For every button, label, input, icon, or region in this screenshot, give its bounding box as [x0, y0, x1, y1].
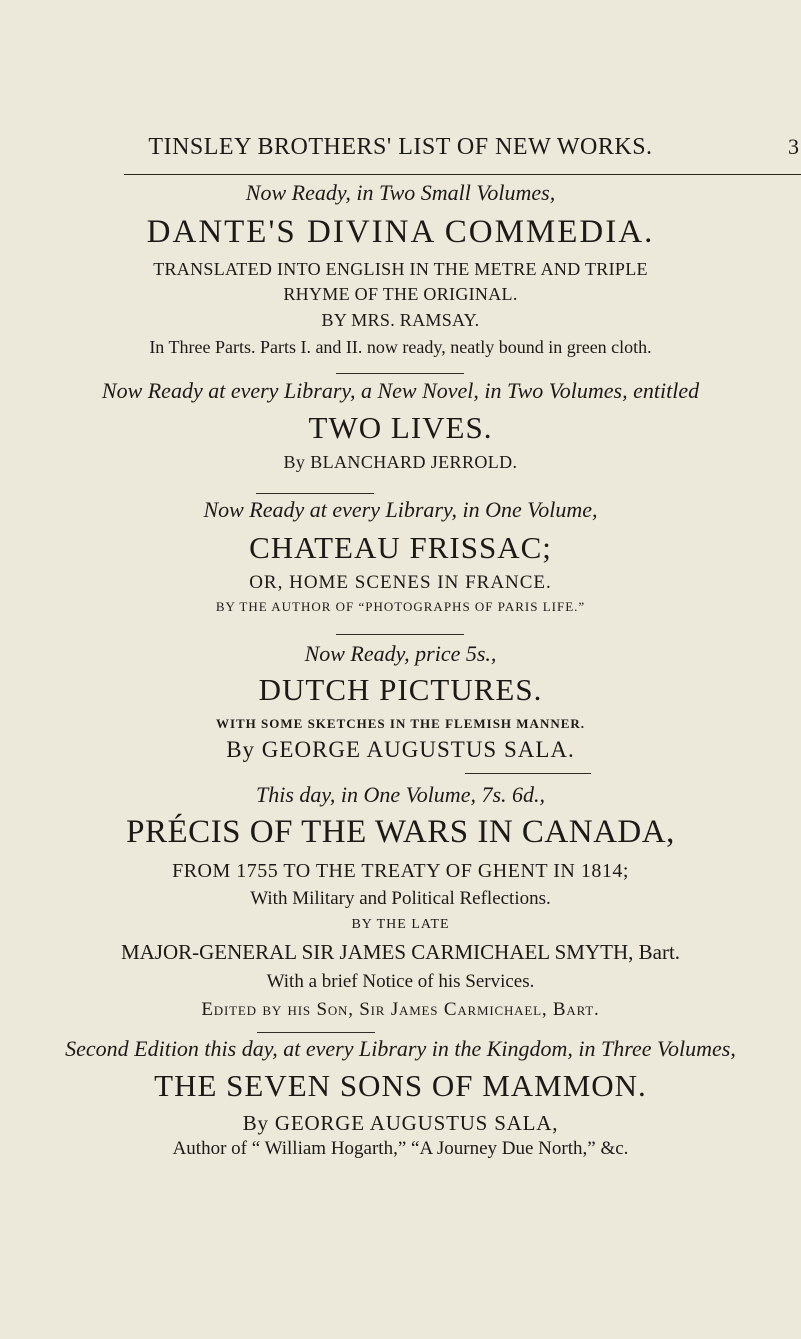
- editor: Edited by his Son, Sir James Carmichael, Bart.: [201, 999, 600, 1020]
- separator-rule: [256, 493, 374, 494]
- book-title: DANTE'S DIVINA COMMEDIA.: [146, 214, 655, 250]
- author: By GEORGE AUGUSTUS SALA.: [226, 737, 575, 762]
- book-title: TWO LIVES.: [308, 410, 493, 445]
- subtitle: TRANSLATED INTO ENGLISH IN THE METRE AND TRIPLE: [153, 259, 648, 279]
- book-title: PRÉCIS OF THE WARS IN CANADA,: [126, 814, 675, 850]
- announcement: Second Edition this day, at every Library in the Kingdom, in Three Volumes,: [65, 1036, 736, 1061]
- author: BY MRS. RAMSAY.: [321, 310, 480, 330]
- subtitle: With Military and Political Reflections.: [250, 888, 551, 909]
- note: In Three Parts. Parts I. and II. now ready, neatly bound in green cloth.: [149, 337, 652, 357]
- announcement: Now Ready at every Library, a New Novel, in Two Volumes, entitled: [101, 378, 700, 403]
- author: MAJOR-GENERAL SIR JAMES CARMICHAEL SMYTH, Bart.: [120, 940, 681, 964]
- separator-rule: [336, 373, 464, 374]
- book-title: CHATEAU FRISSAC;: [249, 530, 552, 565]
- book-title: THE SEVEN SONS OF MAMMON.: [154, 1068, 647, 1103]
- author: BY THE AUTHOR OF “PHOTOGRAPHS OF PARIS LIFE.”: [215, 599, 586, 614]
- by-line: BY THE LATE: [351, 917, 450, 932]
- separator-rule: [336, 634, 464, 635]
- author: By GEORGE AUGUSTUS SALA,: [242, 1111, 559, 1135]
- subtitle: RHYME OF THE ORIGINAL.: [283, 284, 518, 304]
- announcement: Now Ready at every Library, in One Volume,: [203, 497, 598, 522]
- announcement: Now Ready, price 5s.,: [304, 641, 497, 666]
- subtitle: WITH SOME SKETCHES IN THE FLEMISH MANNER.: [215, 716, 586, 731]
- separator-rule: [465, 773, 591, 774]
- book-title: DUTCH PICTURES.: [258, 672, 543, 707]
- header-rule: [124, 174, 801, 175]
- subtitle: FROM 1755 TO THE TREATY OF GHENT IN 1814;: [172, 860, 629, 882]
- subtitle: OR, HOME SCENES IN FRANCE.: [249, 572, 552, 593]
- author: By BLANCHARD JERROLD.: [283, 452, 518, 472]
- note: Author of “ William Hogarth,” “A Journey Due North,” &c.: [172, 1138, 629, 1159]
- page-number: 3: [788, 134, 799, 159]
- running-head: [0, 134, 801, 164]
- note: With a brief Notice of his Services.: [266, 971, 535, 992]
- announcement: This day, in One Volume, 7s. 6d.,: [255, 782, 546, 807]
- separator-rule: [257, 1032, 375, 1033]
- running-head-title: TINSLEY BROTHERS' LIST OF NEW WORKS.: [148, 134, 653, 160]
- announcement: Now Ready, in Two Small Volumes,: [245, 180, 556, 205]
